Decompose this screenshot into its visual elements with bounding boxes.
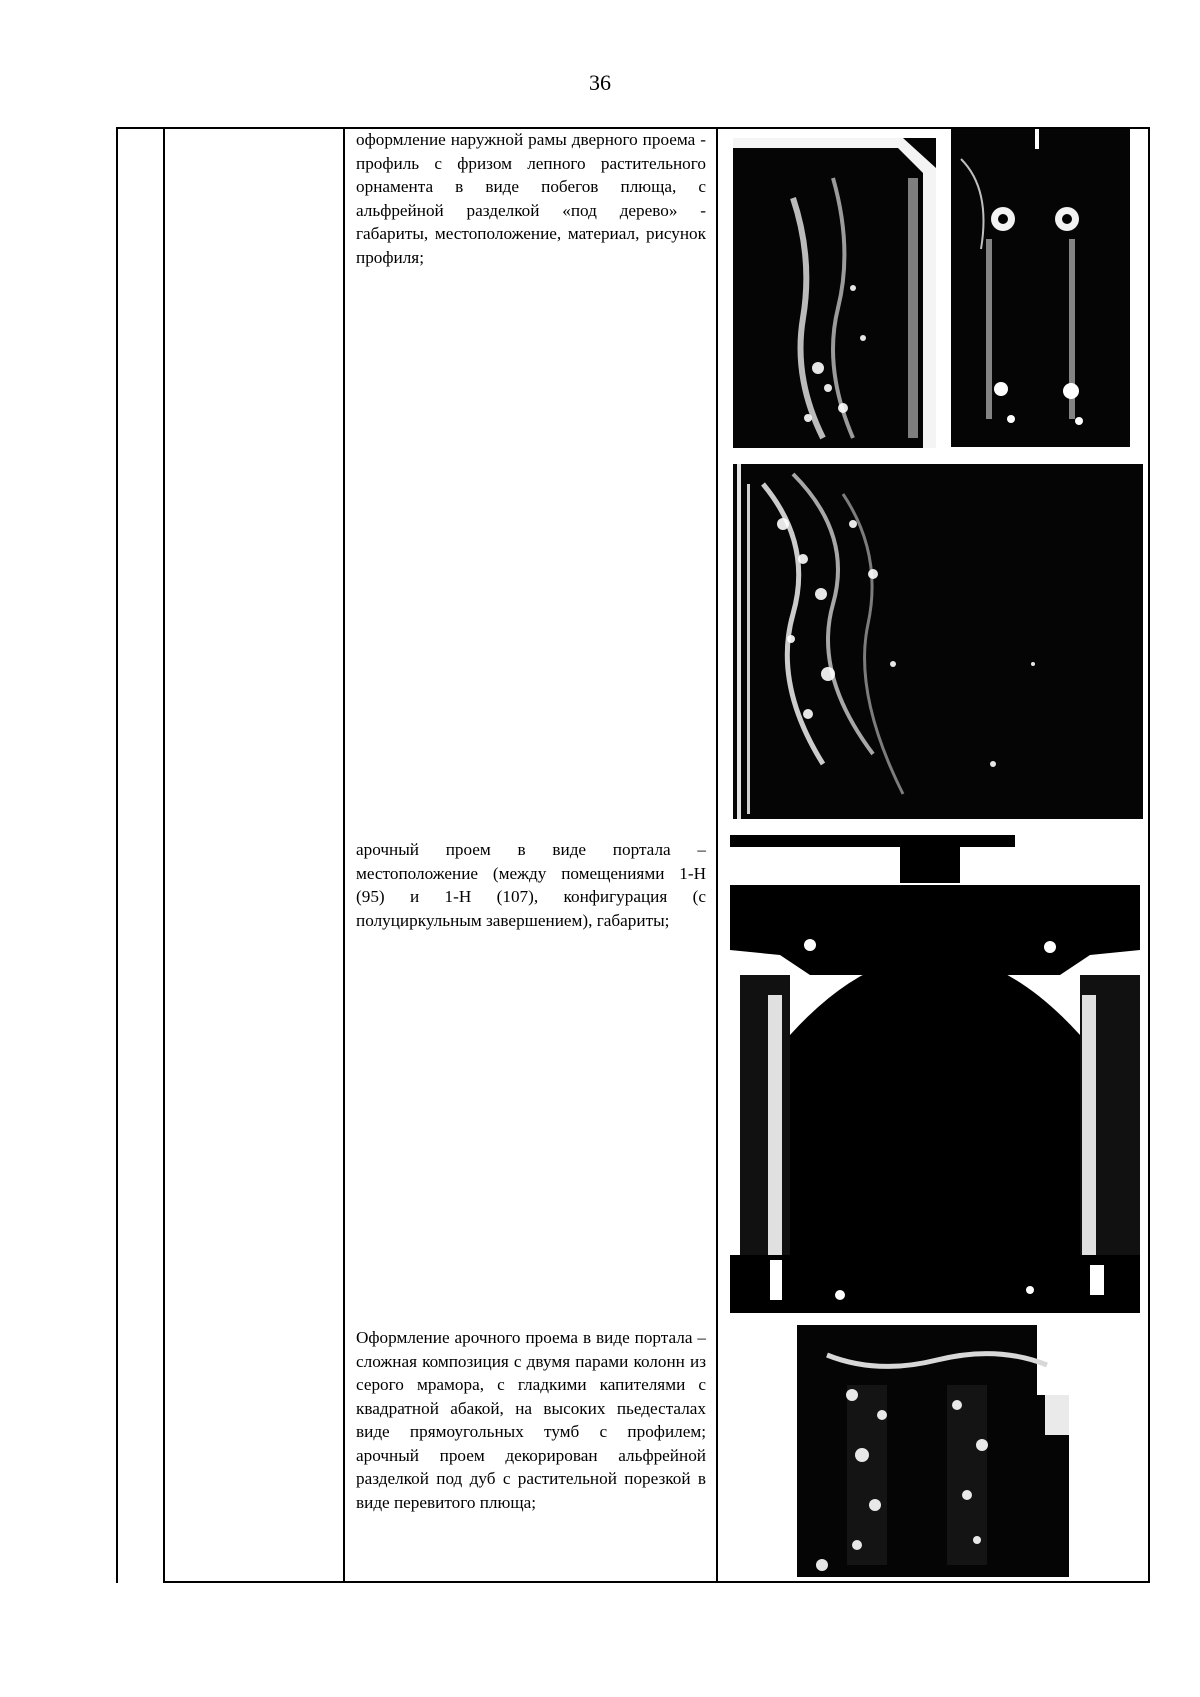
portal-capital-photo — [797, 1325, 1069, 1577]
table-bottom-border — [163, 1581, 1150, 1583]
table-right-border — [1148, 127, 1150, 1583]
door-frame-photo-right — [951, 129, 1130, 447]
table-col-divider-4 — [716, 127, 718, 1583]
table-col-divider-2 — [163, 127, 165, 1583]
door-frame-ornament-photo — [733, 464, 1143, 819]
table-col-divider-1 — [116, 127, 118, 1583]
door-frame-photo-left — [733, 138, 936, 448]
row-description-door-frame: оформление наружной рамы дверного проема - профиль с фризом лепного растительного орнамента в виде побегов плюща, с альфрейной разделкой «под дерево» - габариты, местоположение, материал, рисунок профиля; — [356, 130, 706, 267]
table-col-divider-3 — [343, 127, 345, 1583]
row-description-arched-portal: арочный проем в виде портала – местоположение (между помещениями 1-Н (95) и 1-Н (107), конфигурация (с полуциркульным завершением), габариты; — [356, 840, 706, 930]
row-description-portal-decoration: Оформление арочного проема в виде портала – сложная композиция с двумя парами колонн из серого мрамора, с гладкими капителями с квадратной абакой, на высоких пьедесталах виде прямоугольных тумб с профилем; арочный проем декорирован альфрейной разделкой под дуб с растительной порезкой в виде перевитого плюща; — [356, 1328, 706, 1512]
page-number: 36 — [589, 70, 611, 95]
arched-portal-photo — [730, 835, 1140, 1313]
